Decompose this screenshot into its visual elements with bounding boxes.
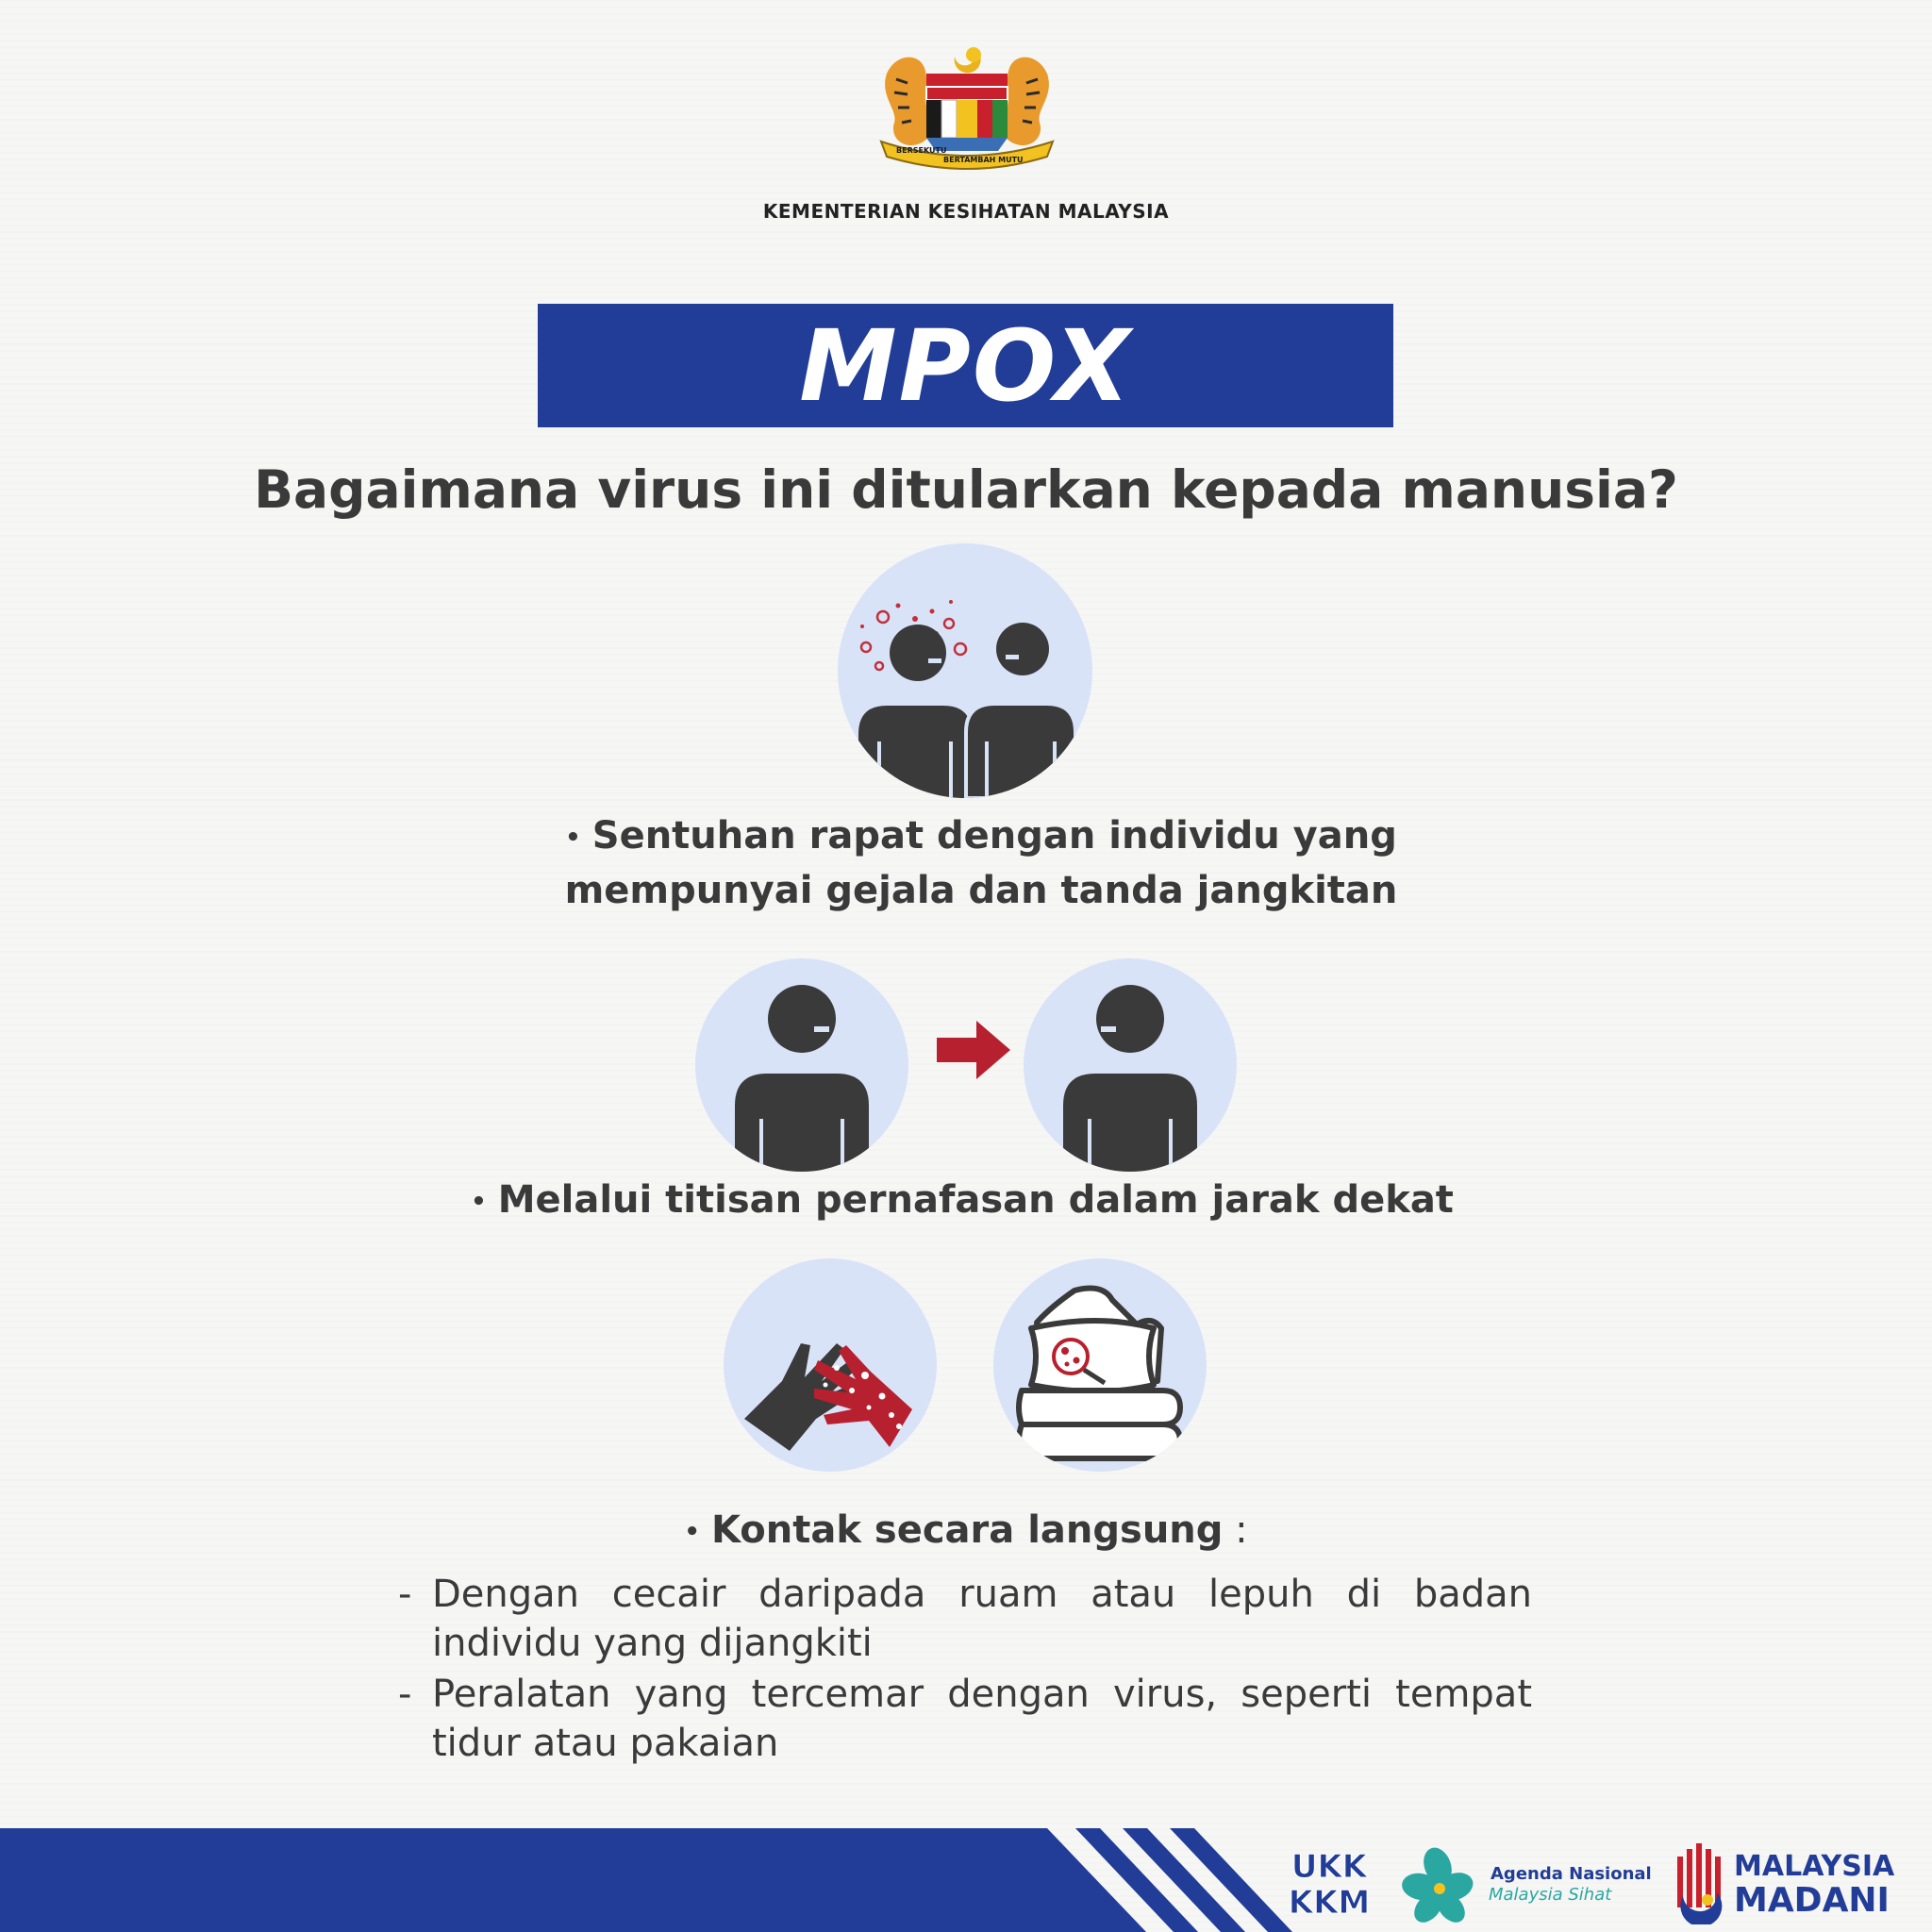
bullet-text-line1: Sentuhan rapat dengan individu yang — [591, 814, 1397, 858]
transmission-arrow-icon — [937, 1021, 1010, 1079]
agenda-logo-line2: Malaysia Sihat — [1489, 1885, 1612, 1905]
agenda-logo-line1: Agenda Nasional — [1491, 1864, 1652, 1884]
bullet-close-contact — [491, 809, 1472, 917]
bullet-dot: • — [684, 1518, 701, 1546]
sub-item-contaminated-items — [398, 1670, 1532, 1768]
sub-item-text: Dengan cecair daripada ruam atau lepuh di badan individu yang dijangkiti — [432, 1573, 1532, 1665]
bullet-text: Kontak secara langsung — [711, 1508, 1224, 1552]
bullet-dot: • — [565, 824, 581, 852]
bedding-contamination-icon — [993, 1258, 1207, 1472]
bullet-suffix: : — [1223, 1508, 1248, 1552]
bullet-direct-contact — [0, 1504, 1932, 1558]
title-banner — [538, 304, 1393, 427]
person-speaking-icon — [695, 958, 908, 1172]
coat-of-arms-logo — [868, 36, 1066, 177]
bullet-text: Melalui titisan pernafasan dalam jarak dekat — [497, 1178, 1454, 1222]
ministry-name: KEMENTERIAN KESIHATAN MALAYSIA — [762, 200, 1170, 223]
crest-motto-left: BERSEKUTU — [896, 146, 947, 155]
sub-item-dash: - — [398, 1673, 412, 1716]
bullet-dot: • — [471, 1188, 487, 1216]
ukk-logo-line1: UKK — [1291, 1848, 1368, 1886]
crest-motto-right: BERTAMBAH MUTU — [943, 156, 1024, 164]
sub-item-fluid-contact — [398, 1570, 1532, 1668]
two-people-coughing-icon — [838, 543, 1092, 798]
sub-item-dash: - — [398, 1573, 412, 1616]
person-receiving-icon — [1024, 958, 1237, 1172]
madani-logo-line1: MALAYSIA — [1734, 1850, 1895, 1883]
madani-logo-line2: MADANI — [1734, 1881, 1890, 1920]
bullet-respiratory-droplets — [396, 1174, 1528, 1228]
ukk-logo-line2: KKM — [1288, 1884, 1371, 1919]
banner-title: MPOX — [799, 308, 1132, 424]
sub-item-text: Peralatan yang tercemar dengan virus, seperti tempat tidur atau pakaian — [432, 1673, 1532, 1765]
agenda-nasional-malaysia-sihat-logo — [1400, 1840, 1655, 1924]
page-question: Bagaimana virus ini ditularkan kepada manusia? — [254, 459, 1678, 520]
hand-contact-icon — [724, 1258, 937, 1472]
ukk-kkm-logo — [1281, 1845, 1377, 1919]
bullet-text-line2: mempunyai gejala dan tanda jangkitan — [564, 869, 1398, 912]
malaysia-madani-logo — [1670, 1840, 1896, 1924]
